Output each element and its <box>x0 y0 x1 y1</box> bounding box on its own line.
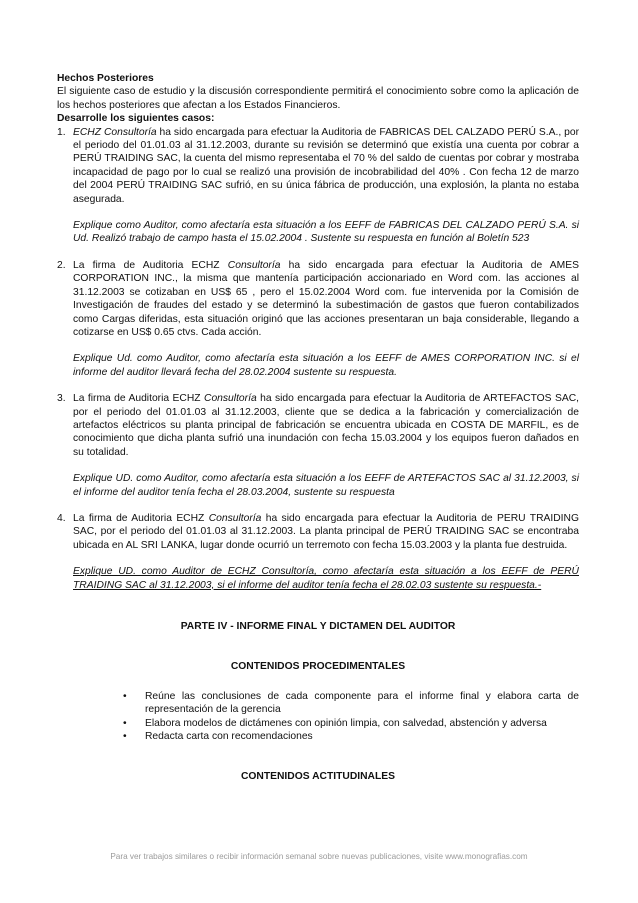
case-text <box>73 392 579 459</box>
list-item <box>57 717 579 730</box>
list-item <box>57 690 579 717</box>
case-text <box>73 259 579 339</box>
case-number: 3. <box>57 393 66 405</box>
actitudinales-title: CONTENIDOS ACTITUDINALES <box>240 771 396 783</box>
list-item <box>57 730 579 743</box>
firm-name: Consultoría <box>227 259 281 271</box>
bullet-icon: • <box>123 717 127 729</box>
case-body: ha sido encargada para efectuar la Auditoria de FABRICAS DEL CALZADO PERÚ S.A., por el periodo del 01.01.03 al 31.12.2003, durante su revisión se determinó que existía una cuenta por cobrar a PERÚ TRAIDING SAC, la cuenta del mismo representaba el 70 % del saldo de cuentas por cobrar y mostraba incapacidad de pago por lo cual se realizó una provisión de incobrabilidad del 40% . Con fecha 12 de marzo del 2004 PERÚ TRAIDING SAC sufrió, en su única fábrica de producción, una explosión, la planta no estaba asegurada. <box>73 126 580 205</box>
case-number: 4. <box>57 512 66 524</box>
case-item-1 <box>57 126 579 246</box>
case-question: Explique como Auditor, como afectaría esta situación a los EEFF de FABRICAS DEL CALZADO PERÚ S.A. si Ud. Realizó trabajo de campo hasta el 15.02.2004 . Sustente su respuesta en función al Boletín 523 <box>73 220 579 245</box>
intro-paragraph: El siguiente caso de estudio y la discusión correspondiente permitirá el conocimiento sobre como la aplicación de los hechos posteriores que afectan a los Estados Financieros. <box>57 86 579 111</box>
case-text <box>73 126 579 206</box>
document-page <box>57 72 579 784</box>
case-question: Explique UD. como Auditor, como afectaría esta situación a los EEFF de ARTEFACTOS SAC al 31.12.2003, si el informe del auditor tenía fecha el 28.03.2004, sustente su respuesta <box>73 473 579 498</box>
list-item-text: Elabora modelos de dictámenes con opinión limpia, con salvedad, abstención y adversa <box>145 717 547 729</box>
procedures-list <box>57 690 579 744</box>
case-text <box>73 512 579 552</box>
case-question: Explique Ud. como Auditor, como afectaría esta situación a los EEFF de AMES CORPORATION INC. si el informe del auditor llevará fecha del 28.02.2004 sustente su respuesta. <box>73 353 579 378</box>
case-item-2 <box>57 259 579 379</box>
list-item-text: Reúne las conclusiones de cada componente para el informe final y elabora carta de representación de la gerencia <box>145 690 579 716</box>
case-prefix: La firma de Auditoria ECHZ <box>73 393 205 405</box>
case-number: 1. <box>57 126 66 138</box>
case-item-3 <box>57 392 579 499</box>
case-body: ha sido encargada para efectuar la Auditoria de AMES CORPORATION INC., la misma que mantenía participación accionariado en Word com. las acciones al 31.12.2003 se cotizaban en US$ 65 , pero el 15.02.2004 Word com. fue intervenida por la Comisión de Investigación de fraudes del estado y se determinó la subestimación de gastos que fueron contabilizados como Cargas diferidas, esta situación originó que las acciones presentaran un baja considerable, llegando a cotizarse en US$ 0.65 ctvs. Cada acción. <box>73 259 579 338</box>
firm-name: ECHZ Consultoría <box>73 126 157 138</box>
page-footer: Para ver trabajos similares o recibir información semanal sobre nuevas publicaciones, visite www.monografias.com <box>110 852 528 861</box>
procedimentales-title: CONTENIDOS PROCEDIMENTALES <box>230 661 406 673</box>
case-body: ha sido encargada para efectuar la Auditoria de PERU TRAIDING SAC, por el periodo del 01.01.03 al 31.12.2003. La planta principal de PERÚ TRAIDING SAC se encontraba ubicada en AL SRI LANKA, lugar donde ocurrió un terremoto con fecha 15.03.2003 y la planta fue destruida. <box>73 512 579 551</box>
case-number: 2. <box>57 259 66 271</box>
case-prefix: La firma de Auditoria ECHZ <box>73 259 228 271</box>
firm-name: Consultoría <box>204 393 257 405</box>
parte-title: PARTE IV - INFORME FINAL Y DICTAMEN DEL AUDITOR <box>180 621 456 632</box>
list-item-text: Redacta carta con recomendaciones <box>145 731 313 743</box>
bullet-icon: • <box>123 690 127 702</box>
case-body: ha sido encargada para efectuar la Auditoria de ARTEFACTOS SAC, por el periodo del 01.01.03 al 31.12.2003, cliente que se dedica a la fabricación y comercialización de artefactos eléctricos su planta principal de fabricación se encuentra ubicada en COSTA DE MARFIL, es de conocimiento que dicha planta sufrió una inundación con fecha 15.03.2004 y los equipos fueron dañados en su totalidad. <box>73 393 580 458</box>
case-item-4 <box>57 512 579 592</box>
bullet-icon: • <box>123 731 127 743</box>
case-question: Explique UD. como Auditor de ECHZ Consultoría, como afectaría esta situación a los EEFF de PERÚ TRAIDING SAC al 31.12.2003, si el informe del auditor tenía fecha el 28.02.03 sustente su respuesta.- <box>73 566 579 591</box>
section-heading: Hechos Posteriores <box>57 73 154 84</box>
case-prefix: La firma de Auditoria ECHZ <box>73 512 209 524</box>
cases-heading: Desarrolle los siguientes casos: <box>57 113 215 125</box>
firm-name: Consultoría <box>208 512 262 524</box>
